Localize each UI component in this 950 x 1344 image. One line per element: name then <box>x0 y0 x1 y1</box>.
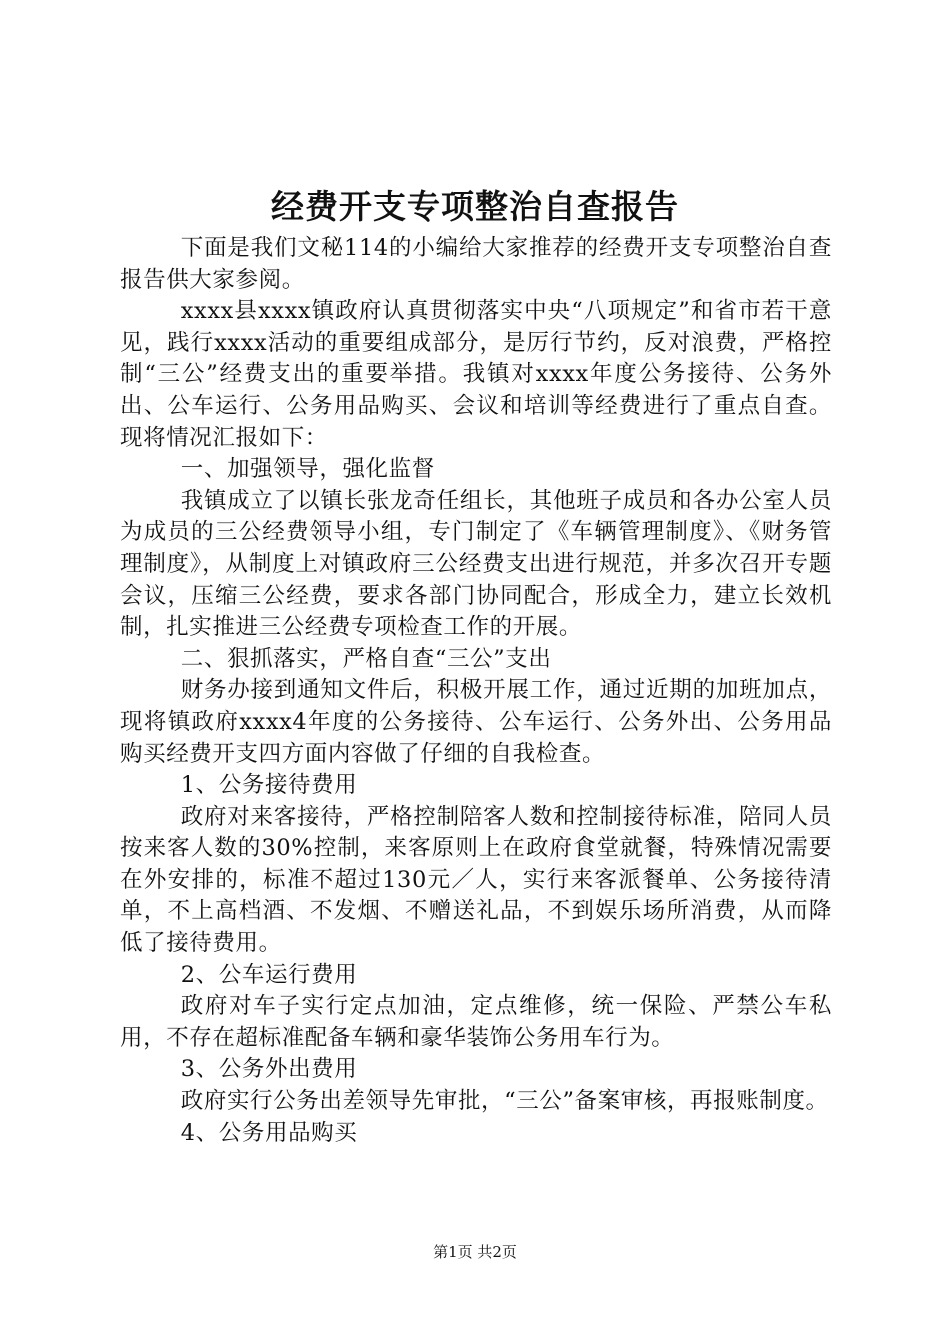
document-title: 经费开支专项整治自查报告 <box>271 187 679 226</box>
vehicles-paragraph: 政府对车子实行定点加油，定点维修，统一保险、严禁公车私用，不存在超标准配备车辆和豪华装饰公务用车行为。 <box>120 993 832 1051</box>
section-2-paragraph: 财务办接到通知文件后，积极开展工作，通过近期的加班加点，现将镇政府xxxx4年度的公务接待、公车运行、公务外出、公务用品购买经费开支四方面内容做了仔细的自我检查。 <box>120 677 832 767</box>
subheading-reception: 1、公务接待费用 <box>180 772 358 799</box>
intro-paragraph: 下面是我们文秘114的小编给大家推荐的经费开支专项整治自查报告供大家参阅。 <box>120 235 832 293</box>
subheading-vehicles: 2、公车运行费用 <box>180 961 358 988</box>
section-heading-2: 二、狠抓落实，严格自查“三公”支出 <box>180 645 552 672</box>
document-body <box>120 233 832 1149</box>
travel-paragraph: 政府实行公务出差领导先审批，“三公”备案审核，再报账制度。 <box>180 1088 829 1115</box>
section-1-paragraph: 我镇成立了以镇长张龙奇任组长，其他班子成员和各办公室人员为成员的三公经费领导小组，专门制定了《车辆管理制度》、《财务管理制度》，从制度上对镇政府三公经费支出进行规范，并多次召开专题会议，压缩三公经费，要求各部门协同配合，形成全力，建立长效机制，扎实推进三公经费专项检查工作的开展。 <box>120 487 832 641</box>
reception-paragraph: 政府对来客接待，严格控制陪客人数和控制接待标准，陪同人员按来客人数的30%控制，来客原则上在政府食堂就餐，特殊情况需要在外安排的，标准不超过130元／人，实行来客派餐单、公务接待清单，不上高档酒、不发烟、不赠送礼品，不到娱乐场所消费，从而降低了接待费用。 <box>120 803 832 957</box>
section-heading-1: 一、加强领导，强化监督 <box>180 456 435 483</box>
page-number-footer: 第1页 共2页 <box>433 1243 517 1261</box>
subheading-supplies: 4、公务用品购买 <box>180 1119 358 1146</box>
subheading-travel: 3、公务外出费用 <box>180 1056 358 1083</box>
overview-paragraph: xxxx县xxxx镇政府认真贯彻落实中央“八项规定”和省市若干意见，践行xxxx活动的重要组成部分，是厉行节约，反对浪费，严格控制“三公”经费支出的重要举措。我镇对xxxx年度公务接待、公务外出、公车运行、公务用品购买、会议和培训等经费进行了重点自查。现将情况汇报如下： <box>120 298 832 451</box>
